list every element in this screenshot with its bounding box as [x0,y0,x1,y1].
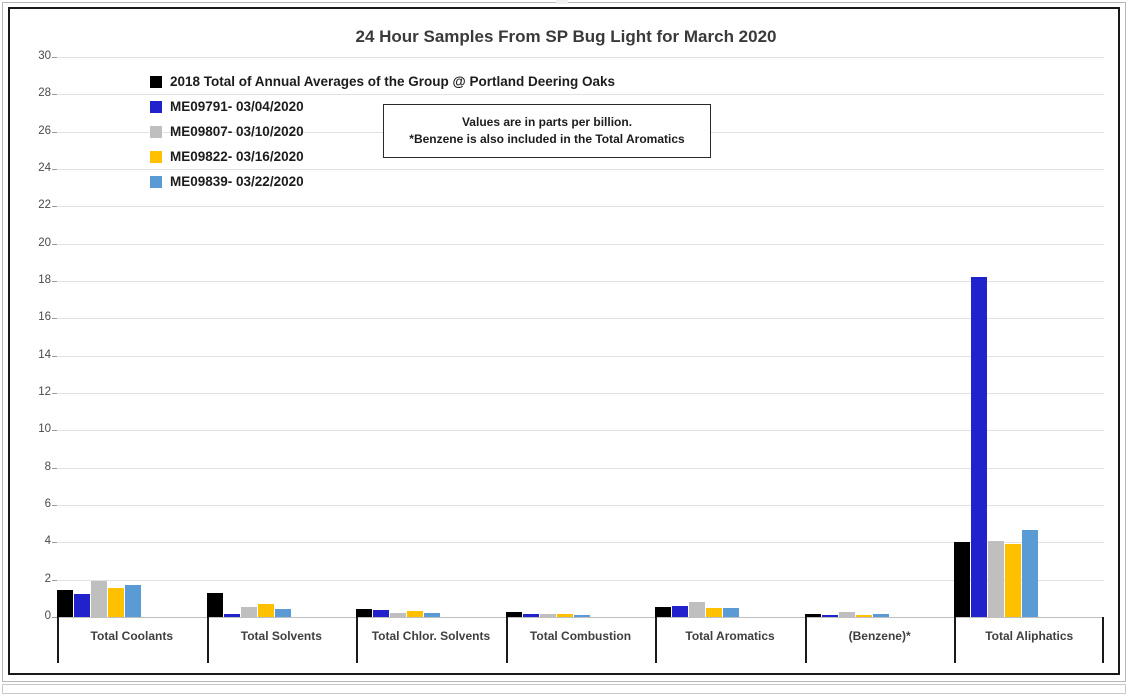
legend-label: ME09807- 03/10/2020 [170,124,304,139]
bar-cluster [954,57,1104,617]
bar [655,607,671,617]
category-axis [57,617,1104,663]
bar [706,608,722,617]
legend-color-swatch [150,76,162,88]
bar-group [954,57,1104,617]
category-separator [1102,617,1104,663]
bar [207,593,223,617]
y-axis-tick-label: 28 [38,87,51,100]
category-label: Total Chlor. Solvents [371,629,491,643]
chart-container [8,7,1120,675]
bar [108,588,124,617]
bottom-strip [2,684,1126,694]
y-axis-tick-label: 16 [38,311,51,324]
category-label: Total Aliphatics [985,629,1074,643]
bar [356,609,372,617]
top-nub-decoration [556,0,568,4]
bar [971,277,987,617]
y-axis-tick-label: 20 [38,236,51,249]
note-box [383,104,711,158]
category-label: (Benzene)* [848,629,911,643]
bar [125,585,141,617]
legend-label: ME09822- 03/16/2020 [170,149,304,164]
y-axis-tick-label: 30 [38,50,51,62]
chart-title: 24 Hour Samples From SP Bug Light for March 2020 [355,27,777,46]
legend-color-swatch [150,101,162,113]
legend-item[interactable] [150,69,730,94]
legend-color-swatch [150,151,162,163]
y-axis-tick-label: 6 [44,498,51,510]
y-axis-tick-label: 14 [38,348,51,361]
bar-cluster [805,57,955,617]
legend-label: 2018 Total of Annual Averages of the Group @ Portland Deering Oaks [170,74,615,89]
y-axis-tick-label: 0 [44,610,51,622]
y-axis-tick-label: 26 [38,124,51,137]
bar [74,594,90,617]
bar [723,608,739,617]
bar-group [805,57,955,617]
category-label: Total Coolants [90,629,173,643]
y-axis-tick-label: 10 [38,423,51,436]
bar [1022,530,1038,617]
legend-color-swatch [150,126,162,138]
y-axis-tick-label: 8 [44,460,51,473]
y-axis-tick-label: 4 [44,535,51,548]
y-axis-tick-label: 2 [44,572,51,585]
legend-label: ME09839- 03/22/2020 [170,174,304,189]
y-axis-tick-label: 22 [38,199,51,212]
note-line-2: *Benzene is also included in the Total Aromatics [409,132,685,146]
y-axis-tick-label: 24 [38,162,51,174]
bar [241,607,257,617]
bar [275,609,291,617]
bar [258,604,274,617]
bar [988,541,1004,617]
bar [91,581,107,617]
bar [57,590,73,617]
category-label: Total Solvents [240,629,322,643]
bar [672,606,688,617]
category-label: Total Combustion [529,629,632,643]
note-line-1: Values are in parts per billion. [461,115,633,129]
bar [1005,544,1021,617]
y-axis-tick-label: 12 [38,386,51,398]
legend-item[interactable] [150,169,730,194]
category-label: Total Aromatics [685,629,775,643]
bar [689,602,705,617]
y-axis-tick-label: 18 [38,274,51,286]
bar [954,542,970,617]
legend-color-swatch [150,176,162,188]
legend-label: ME09791- 03/04/2020 [170,99,304,114]
